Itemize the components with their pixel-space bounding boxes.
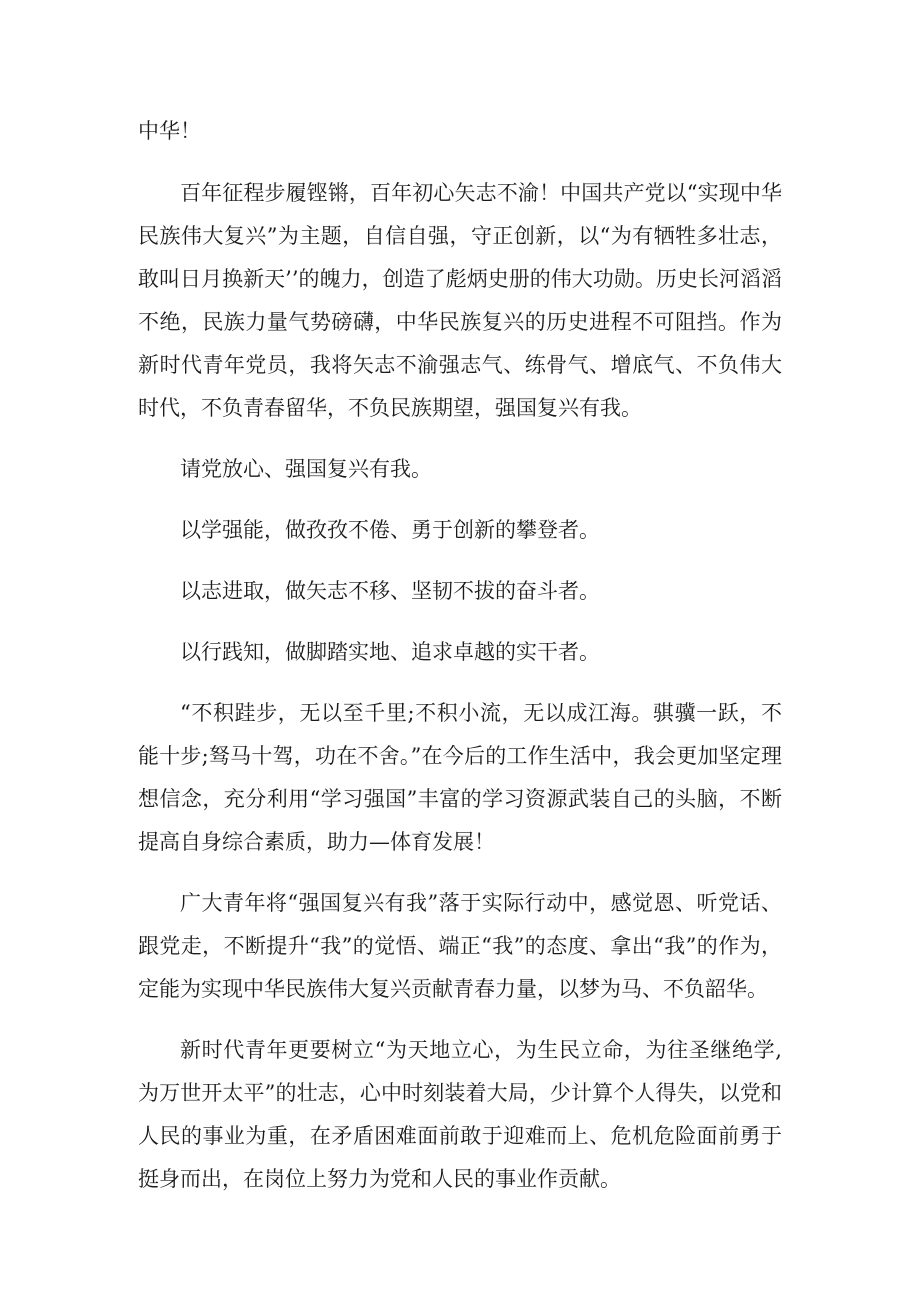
paragraph-pledge: 请党放心、强国复兴有我。: [180, 457, 432, 481]
document-body: [138, 110, 782, 1219]
paragraph-ambition: 以志进取，做矢志不移、坚韧不拔的奋斗者。: [180, 579, 600, 603]
paragraph-continuation: 中华！: [138, 119, 201, 143]
paragraph-learning: 以学强能，做孜孜不倦、勇于创新的攀登者。: [180, 518, 600, 542]
paragraph-youth-action: 广大青年将“强国复兴有我”落于实际行动中，感觉恩、听党话、跟党走，不断提升“我”的觉悟、端正“我”的态度、拿出“我”的作为，定能为实现中华民族伟大复兴贡献青春力量，以梦为马、不负韶华。: [138, 891, 782, 1001]
paragraph-new-era: 新时代青年更要树立“为天地立心，为生民立命，为往圣继绝学,为万世开太平”的壮志，心中时刻装着大局，少计算个人得失，以党和人民的事业为重，在矛盾困难面前敢于迎难而上、危机危险面前勇于挺身而出，在岗位上努力为党和人民的事业作贡献。: [138, 1038, 782, 1191]
paragraph-centennial: 百年征程步履铿锵，百年初心矢志不渝！中国共产党以“实现中华民族伟大复兴”为主题，自信自强，守正创新，以“为有牺牲多壮志，敢叫日月换新天’’的魄力，创造了彪炳史册的伟大功勋。历史长河滔滔不绝，民族力量气势磅礴，中华民族复兴的历史进程不可阻挡。作为新时代青年党员，我将矢志不渝强志气、练骨气、增底气、不负伟大时代，不负青春留华，不负民族期望，强国复兴有我。: [138, 181, 782, 420]
paragraph-practice: 以行践知，做脚踏实地、追求卓越的实干者。: [180, 640, 600, 664]
paragraph-quote: “不积跬步，无以至千里;不积小流，无以成江海。骐骥一跃，不能十步;驽马十驾，功在不舍。”在今后的工作生活中，我会更加坚定理想信念，充分利用“学习强国”丰富的学习资源武装自己的头脑，不断提高自身综合素质，助力—体育发展！: [138, 701, 782, 854]
